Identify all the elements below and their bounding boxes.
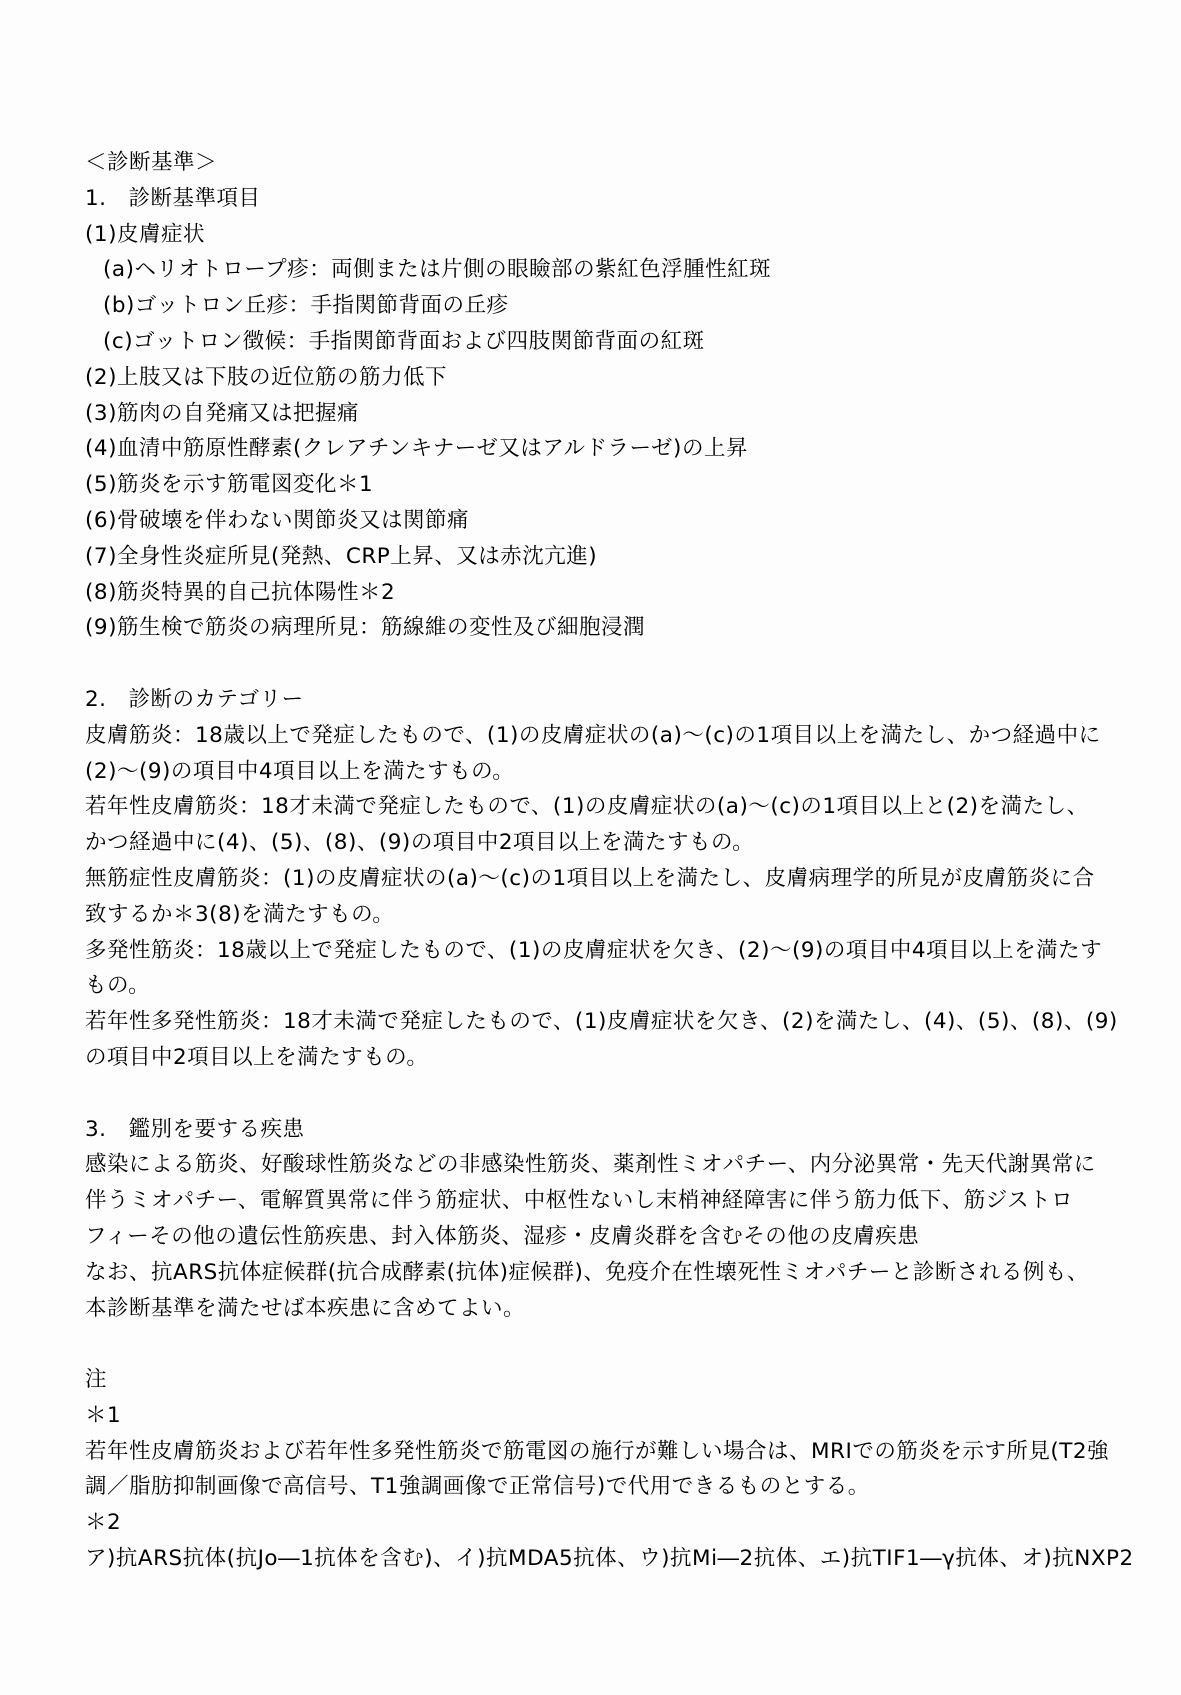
sub-item-line: (a)ヘリオトロープ疹：両側または片側の眼瞼部の紫紅色浮腫性紅斑 xyxy=(103,257,772,283)
blank-line xyxy=(85,1326,1125,1362)
body-line: の項目中2項目以上を満たすもの。 xyxy=(85,1044,429,1070)
item-line: (9)筋生検で筋炎の病理所見：筋線維の変性及び細胞浸潤 xyxy=(85,615,645,641)
body-line: 本診断基準を満たせば本疾患に含めてよい。 xyxy=(85,1295,526,1321)
blank-line xyxy=(85,1076,1125,1112)
heading-line: 注 xyxy=(85,1367,108,1393)
body-line: かつ経過中に(4)、(5)、(8)、(9)の項目中2項目以上を満たすもの。 xyxy=(85,830,755,856)
note-marker-line: ＊2 xyxy=(85,1510,122,1536)
body-line: (2)～(9)の項目中4項目以上を満たすもの。 xyxy=(85,758,515,784)
body-line: 若年性皮膚筋炎：18才未満で発症したもので、(1)の皮膚症状の(a)～(c)の1項目以上と(2)を満たし、 xyxy=(85,794,1089,820)
item-line: (8)筋炎特異的自己抗体陽性＊2 xyxy=(85,579,396,605)
note-marker-line: ＊1 xyxy=(85,1402,122,1428)
item-line: (2)上肢又は下肢の近位筋の筋力低下 xyxy=(85,364,447,390)
heading-line: 1. 診断基準項目 xyxy=(85,185,261,211)
body-line: 感染による筋炎、好酸球性筋炎などの非感染性筋炎、薬剤性ミオパチー、内分泌異常・先天代謝異常に xyxy=(85,1152,1096,1178)
body-line: なお、抗ARS抗体症候群(抗合成酵素(抗体)症候群)、免疫介在性壊死性ミオパチーと診断される例も、 xyxy=(85,1259,1089,1285)
body-line: 若年性皮膚筋炎および若年性多発性筋炎で筋電図の施行が難しい場合は、MRIでの筋炎を示す所見(T2強 xyxy=(85,1438,1110,1464)
body-line: フィーその他の遺伝性筋疾患、封入体筋炎、湿疹・皮膚炎群を含むその他の皮膚疾患 xyxy=(85,1223,920,1249)
item-line: (6)骨破壊を伴わない関節炎又は関節痛 xyxy=(85,507,469,533)
body-line: 多発性筋炎：18歳以上で発症したもので、(1)の皮膚症状を欠き、(2)～(9)の項目中4項目以上を満たす xyxy=(85,937,1103,963)
sub-item-line: (c)ゴットロン徴候：手指関節背面および四肢関節背面の紅斑 xyxy=(103,328,705,354)
heading-line: ＜診断基準＞ xyxy=(85,150,218,175)
body-line: 調／脂肪抑制画像で高信号、T1強調画像で正常信号)で代用できるものとする。 xyxy=(85,1474,870,1500)
heading-line: 3. 鑑別を要する疾患 xyxy=(85,1116,305,1142)
item-line: (7)全身性炎症所見(発熱、CRP上昇、又は赤沈亢進) xyxy=(85,543,598,569)
body-line: もの。 xyxy=(85,973,151,999)
body-line: 伴うミオパチー、電解質異常に伴う筋症状、中枢性ないし末梢神経障害に伴う筋力低下、筋ジストロ xyxy=(85,1188,1074,1214)
document-content xyxy=(85,145,1134,1577)
item-line: (1)皮膚症状 xyxy=(85,221,205,247)
item-line: (3)筋肉の自発痛又は把握痛 xyxy=(85,400,359,426)
heading-line: 2. 診断のカテゴリー xyxy=(85,686,304,712)
body-line: ア)抗ARS抗体(抗Jo―1抗体を含む)、イ)抗MDA5抗体、ウ)抗Mi―2抗体、エ)抗TIF1―γ抗体、オ)抗NXP2 xyxy=(85,1546,1134,1572)
body-line: 皮膚筋炎：18歳以上で発症したもので、(1)の皮膚症状の(a)～(c)の1項目以上を満たし、かつ経過中に xyxy=(85,722,1101,748)
item-line: (5)筋炎を示す筋電図変化＊1 xyxy=(85,472,374,498)
body-line: 致するか＊3(8)を満たすもの。 xyxy=(85,901,395,927)
blank-line xyxy=(85,646,1125,682)
body-line: 若年性多発性筋炎：18才未満で発症したもので、(1)皮膚症状を欠き、(2)を満たし、(4)、(5)、(8)、(9) xyxy=(85,1009,1118,1035)
body-line: 無筋症性皮膚筋炎：(1)の皮膚症状の(a)～(c)の1項目以上を満たし、皮膚病理学的所見が皮膚筋炎に合 xyxy=(85,865,1095,891)
sub-item-line: (b)ゴットロン丘疹：手指関節背面の丘疹 xyxy=(103,293,509,319)
item-line: (4)血清中筋原性酵素(クレアチンキナーゼ又はアルドラーゼ)の上昇 xyxy=(85,436,748,462)
